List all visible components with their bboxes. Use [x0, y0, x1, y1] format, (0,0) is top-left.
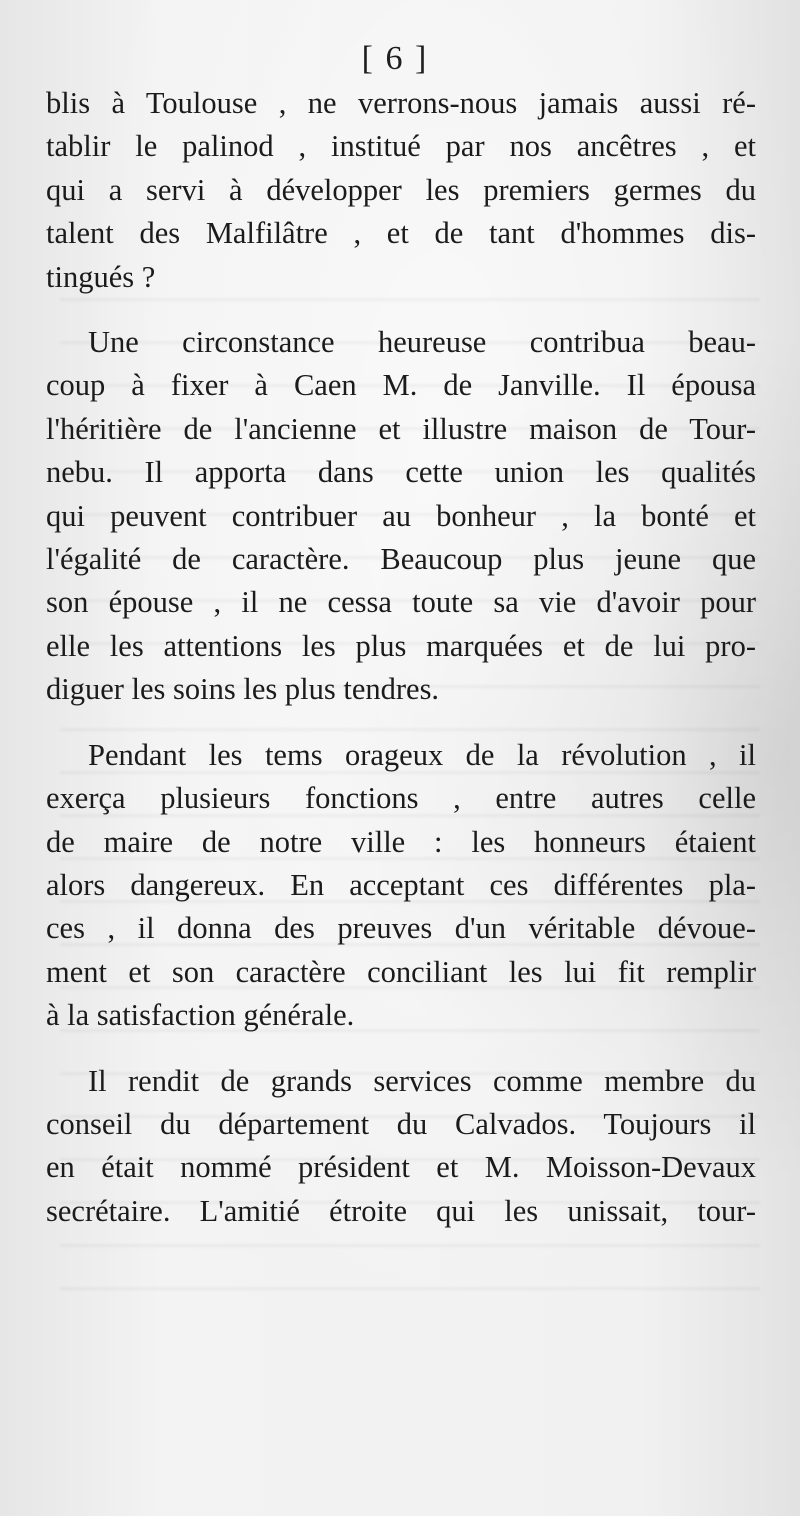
page-number: [ 6 ] — [361, 40, 429, 77]
text-line: ment et son caractère conciliant les lui fit remplir — [46, 954, 756, 989]
text-line: secrétaire. L'amitié étroite qui les unissait, tour- — [46, 1193, 756, 1228]
text-line: exerça plusieurs fonctions , entre autres celle — [46, 781, 756, 816]
text-line: tablir le palinod , institué par nos ancêtres , et — [46, 129, 756, 164]
text-line: Pendant les tems orageux de la révolution , il — [88, 737, 756, 772]
text-line: qui a servi à développer les premiers germes du — [46, 172, 756, 207]
paragraph-3 — [46, 734, 756, 1038]
text-line: qui peuvent contribuer au bonheur , la bonté et — [46, 498, 756, 533]
text-line: ces , il donna des preuves d'un véritable dévoue- — [46, 911, 756, 946]
text-line: coup à fixer à Caen M. de Janville. Il épousa — [46, 368, 756, 403]
text-line: Il rendit de grands services comme membre du — [88, 1063, 756, 1098]
paragraph-1 — [46, 82, 756, 299]
text-line: à la satisfaction générale. — [46, 998, 355, 1033]
body-text — [46, 82, 756, 1233]
text-line: de maire de notre ville : les honneurs étaient — [46, 824, 756, 859]
text-line: talent des Malfilâtre , et de tant d'hommes dis- — [46, 216, 756, 251]
text-line: elle les attentions les plus marquées et de lui pro- — [46, 628, 756, 663]
paragraph-4 — [46, 1060, 756, 1234]
text-line: l'égalité de caractère. Beaucoup plus jeune que — [46, 542, 756, 577]
text-line: son épouse , il ne cessa toute sa vie d'avoir pour — [46, 585, 756, 620]
text-line: l'héritière de l'ancienne et illustre maison de Tour- — [46, 411, 756, 446]
text-line: diguer les soins les plus tendres. — [46, 672, 440, 707]
text-line: tingués ? — [46, 259, 156, 294]
text-line: en était nommé président et M. Moisson-Devaux — [46, 1150, 756, 1185]
text-line: nebu. Il apporta dans cette union les qualités — [46, 455, 756, 490]
paragraph-2 — [46, 321, 756, 712]
text-line: Une circonstance heureuse contribua beau- — [88, 325, 756, 360]
text-line: blis à Toulouse , ne verrons-nous jamais aussi ré- — [46, 86, 756, 120]
text-line: alors dangereux. En acceptant ces différentes pla- — [46, 867, 756, 902]
text-line: conseil du département du Calvados. Toujours il — [46, 1106, 756, 1141]
